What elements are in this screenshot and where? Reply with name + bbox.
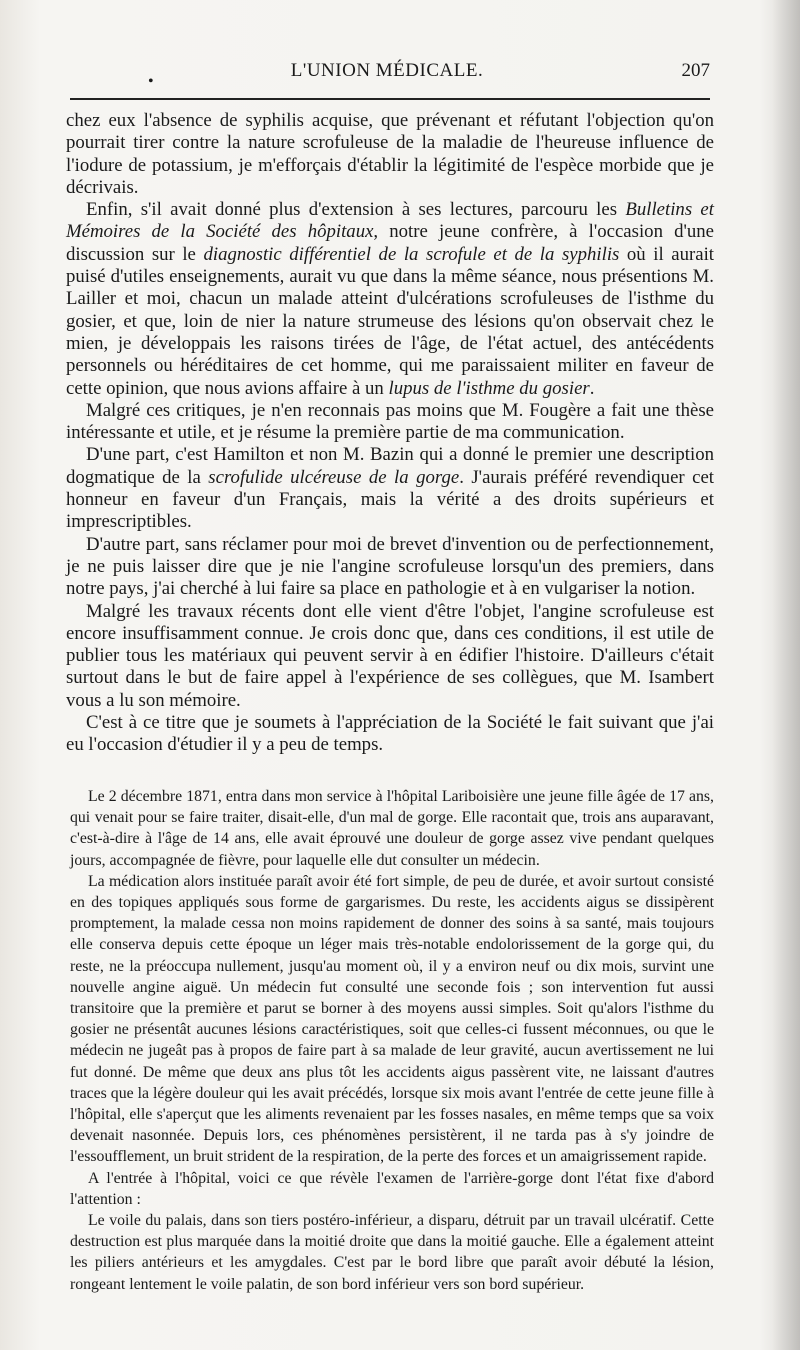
italic-citation: Bulletins et Mémoires de la Société des hôpitaux [66, 199, 714, 243]
italic-citation: diagnostic différentiel de la scrofule et de la syphilis [203, 243, 620, 265]
italic-term: lupus de l'isthme du gosier [388, 377, 590, 399]
text-run: Enfin, s'il avait donné plus d'extension à ses lectures, parcouru les [86, 199, 626, 221]
paragraph [66, 199, 714, 400]
case-paragraph: La médication alors instituée paraît avoir été fort simple, de peu de durée, et avoir surtout consisté en des topiques appliqués sous forme de gargarismes. Du reste, les accidents aigus se dissipèrent promptement, la malade cessa non moins rapidement de donner des soins à sa santé, mais toujours elle conserva depuis cette époque un léger mais très-notable endolorissement de la gorge qui, du reste, ne la préoccupa nullement, jusqu'au moment où, il y a environ neuf ou dix mois, survint une nouvelle angine aiguë. Un médecin fut consulté une seconde fois ; son intervention fut aussi transitoire que la première et parut se borner à des moyens aussi simples. Soit qu'alors l'isthme du gosier ne présentât aucunes lésions caractéristiques, soit que celles-ci fussent méconnues, ou que le médecin ne jugeât pas à propos de faire part à sa malade de leur gravité, aucun avertissement ne lui fut donné. De même que deux ans plus tôt les accidents aigus passèrent vite, ne laissant d'autres traces que la légère douleur qui les avait précédés, lorsque six mois avant l'entrée de cette jeune fille à l'hôpital, elle s'aperçut que les aliments revenaient par les fosses nasales, en même temps que sa voix devenait nasonnée. Depuis lors, ces phénomènes persistèrent, il ne tarda pas à s'y joindre de l'essoufflement, un bruit strident de la respiration, de la perte des forces et un amaigrissement rapide. [70, 872, 714, 1166]
page-header [60, 60, 714, 96]
main-text [66, 110, 714, 757]
case-paragraph: Le voile du palais, dans son tiers postéro-inférieur, a disparu, détruit par un travail ulcératif. Cette destruction est plus marquée dans la moitié droite que dans la moitié gauche. Elle a également atteint les piliers antérieurs et les amygdales. C'est par le bord libre que paraît avoir débuté la lésion, rongeant lentement le voile palatin, de son bord inférieur vers son bord supérieur. [70, 1212, 714, 1293]
text-run: . J'aurais préféré revendiquer cet honneur en faveur d'un Français, mais la vérité a des droits supérieurs et imprescriptibles. [66, 466, 714, 533]
header-rule [70, 98, 710, 100]
case-paragraph: Le 2 décembre 1871, entra dans mon service à l'hôpital Lariboisière une jeune fille âgée de 17 ans, qui venait pour se faire traiter, disait-elle, d'un mal de gorge. Elle racontait que, trois ans auparavant, c'est-à-dire à l'âge de 14 ans, elle avait éprouvé une douleur de gorge assez vive pendant quelques jours, accompagnée de fièvre, pour laquelle elle dut consulter un médecin. [70, 788, 714, 869]
header-dot: • [148, 73, 154, 90]
paragraph: C'est à ce titre que je soumets à l'appréciation de la Société le fait suivant que j'ai eu l'occasion d'étudier il y a peu de temps. [66, 712, 714, 756]
text-run: D'une part, c'est Hamilton et non M. Bazin qui a donné le premier une description dogmatique de la [66, 444, 714, 488]
paragraph: Malgré ces critiques, je n'en reconnais pas moins que M. Fougère a fait une thèse intéressante et utile, et je résume la première partie de ma communication. [66, 399, 714, 444]
page-spine-shadow [772, 0, 800, 1350]
running-title: L'UNION MÉDICALE. [290, 60, 484, 81]
case-report [70, 786, 714, 1295]
paragraph [66, 444, 714, 533]
paragraph: chez eux l'absence de syphilis acquise, que prévenant et réfutant l'objection qu'on pourrait tirer contre la nature scrofuleuse de la maladie de l'heureuse influence de l'iodure de potassium, je m'efforçais d'établir la légitimité de l'espèce morbide que je décrivais. [66, 110, 714, 198]
text-run: où il aurait puisé d'utiles enseignements, aurait vu que dans la même séance, nous présentions M. Lailler et moi, chacun un malade atteint d'ulcérations scrofuleuses de l'isthme du gosier, et que, loin de nier la nature strumeuse des lésions qu'on observait chez le mien, je développais les raisons tirées de l'âge, de l'état actuel, des antécédents personnels ou héréditaires de cet homme, qui me paraissaient militer en faveur de cette opinion, que nous avions affaire à un [66, 243, 715, 399]
italic-term: scrofulide ulcéreuse de la gorge [208, 466, 460, 488]
case-paragraph: A l'entrée à l'hôpital, voici ce que révèle l'examen de l'arrière-gorge dont l'état fixe d'abord l'attention : [70, 1169, 714, 1208]
paragraph: Malgré les travaux récents dont elle vient d'être l'objet, l'angine scrofuleuse est encore insuffisamment connue. Je crois donc que, dans ces conditions, il est utile de publier tous les matériaux qui peuvent servir à en édifier l'histoire. D'ailleurs c'était surtout dans le but de faire appel à l'expérience de ses collègues, que M. Isambert vous a lu son mémoire. [66, 600, 714, 711]
text-run: . [589, 377, 595, 399]
text-run: , notre jeune confrère, à l'occasion d'une discussion sur le [66, 221, 714, 265]
page-number: 207 [681, 60, 710, 81]
paragraph: D'autre part, sans réclamer pour moi de brevet d'invention ou de perfectionnement, je ne puis laisser dire que je nie l'angine scrofuleuse lorsqu'un des premiers, dans notre pays, j'ai cherché à lui faire sa place en pathologie et à en vulgariser la notion. [66, 533, 714, 600]
